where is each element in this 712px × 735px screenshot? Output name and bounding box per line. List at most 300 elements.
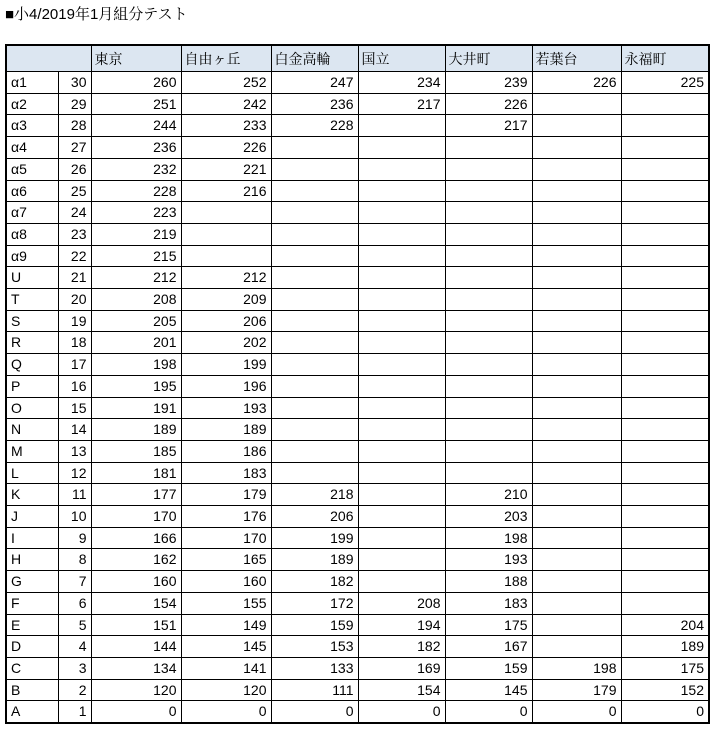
cell-score: 175 [621,657,709,679]
cell-class-label: T [6,289,58,311]
cell-score: 242 [181,93,271,115]
table-row [6,397,709,419]
cell-score [621,571,709,593]
cell-score [445,397,532,419]
cell-score [445,267,532,289]
cell-class-label: N [6,419,58,441]
cell-score [358,137,445,159]
cell-rank: 13 [58,440,91,462]
cell-score: 154 [358,679,445,701]
cell-score: 159 [445,657,532,679]
cell-rank: 29 [58,93,91,115]
cell-score [532,636,621,658]
header-kunitachi: 国立 [358,45,445,72]
cell-score: 239 [445,72,532,94]
cell-score: 210 [445,484,532,506]
cell-score [358,202,445,224]
cell-score: 141 [181,657,271,679]
cell-class-label: O [6,397,58,419]
cell-score: 215 [91,245,181,267]
cell-score: 217 [358,93,445,115]
cell-score: 182 [271,571,358,593]
cell-rank: 1 [58,701,91,723]
cell-rank: 10 [58,506,91,528]
cell-class-label: R [6,332,58,354]
cell-score: 0 [358,701,445,723]
cell-score: 202 [181,332,271,354]
cell-score [621,289,709,311]
table-row [6,440,709,462]
cell-score: 201 [91,332,181,354]
cell-score: 170 [91,506,181,528]
cell-score [271,267,358,289]
cell-rank: 28 [58,115,91,137]
cell-score: 154 [91,592,181,614]
cell-score [621,484,709,506]
cell-score [358,419,445,441]
cell-score [445,180,532,202]
cell-score [532,289,621,311]
cell-score: 155 [181,592,271,614]
cell-score [358,527,445,549]
cell-class-label: D [6,636,58,658]
cell-score [445,310,532,332]
cell-score: 196 [181,375,271,397]
cell-score: 234 [358,72,445,94]
cell-score [271,137,358,159]
cell-rank: 17 [58,354,91,376]
cell-score: 0 [181,701,271,723]
cell-score: 198 [445,527,532,549]
cell-score: 226 [445,93,532,115]
cell-score: 167 [445,636,532,658]
table-row [6,679,709,701]
table-row [6,245,709,267]
cell-score: 133 [271,657,358,679]
cell-class-label: α5 [6,158,58,180]
cell-score [445,375,532,397]
cell-score: 188 [445,571,532,593]
cell-score [358,549,445,571]
cell-rank: 20 [58,289,91,311]
cell-score [181,245,271,267]
cell-score: 181 [91,462,181,484]
cell-score [445,223,532,245]
cell-score [445,419,532,441]
cell-score: 159 [271,614,358,636]
cell-score: 182 [358,636,445,658]
cell-score [445,202,532,224]
cell-score [358,267,445,289]
cell-class-label: K [6,484,58,506]
table-row [6,332,709,354]
cell-rank: 5 [58,614,91,636]
cell-score [358,245,445,267]
cell-score: 189 [181,419,271,441]
cell-class-label: L [6,462,58,484]
cell-score: 260 [91,72,181,94]
cell-score: 195 [91,375,181,397]
table-row [6,267,709,289]
cell-score: 219 [91,223,181,245]
table-row [6,93,709,115]
cell-score [532,592,621,614]
cell-score [532,527,621,549]
cell-score [532,397,621,419]
cell-score [532,354,621,376]
cell-score: 216 [181,180,271,202]
cell-score [271,419,358,441]
cell-class-label: α7 [6,202,58,224]
table-row [6,549,709,571]
cell-score [271,354,358,376]
cell-score: 223 [91,202,181,224]
cell-score [532,115,621,137]
cell-class-label: J [6,506,58,528]
table-row [6,115,709,137]
cell-class-label: A [6,701,58,723]
cell-score [445,158,532,180]
cell-score: 193 [445,549,532,571]
cell-score: 252 [181,72,271,94]
cell-score: 226 [181,137,271,159]
cell-score: 111 [271,679,358,701]
cell-rank: 4 [58,636,91,658]
cell-score [271,375,358,397]
cell-rank: 2 [58,679,91,701]
cell-score [445,245,532,267]
cell-score: 232 [91,158,181,180]
cell-score [181,202,271,224]
cell-rank: 23 [58,223,91,245]
cell-score: 176 [181,506,271,528]
cell-score: 179 [181,484,271,506]
cell-score: 206 [271,506,358,528]
cell-class-label: F [6,592,58,614]
cell-rank: 16 [58,375,91,397]
cell-class-label: C [6,657,58,679]
score-table [5,44,710,724]
cell-score [445,289,532,311]
cell-score: 134 [91,657,181,679]
cell-score [621,158,709,180]
cell-score: 191 [91,397,181,419]
cell-score: 175 [445,614,532,636]
cell-score [532,267,621,289]
cell-score: 228 [271,115,358,137]
cell-score [621,549,709,571]
cell-score: 208 [358,592,445,614]
table-row [6,527,709,549]
cell-score [271,180,358,202]
cell-rank: 14 [58,419,91,441]
cell-score [271,158,358,180]
cell-rank: 25 [58,180,91,202]
cell-score [358,397,445,419]
cell-score [271,289,358,311]
table-row [6,137,709,159]
cell-score: 203 [445,506,532,528]
cell-score: 208 [91,289,181,311]
table-row [6,506,709,528]
cell-score [271,397,358,419]
cell-rank: 15 [58,397,91,419]
cell-score [621,202,709,224]
cell-class-label: P [6,375,58,397]
cell-class-label: B [6,679,58,701]
cell-score [621,592,709,614]
cell-score [358,506,445,528]
cell-score [532,506,621,528]
cell-score: 0 [445,701,532,723]
cell-rank: 6 [58,592,91,614]
cell-class-label: S [6,310,58,332]
cell-score [621,223,709,245]
cell-score [532,440,621,462]
cell-score: 151 [91,614,181,636]
cell-score [358,158,445,180]
cell-score: 153 [271,636,358,658]
cell-class-label: α3 [6,115,58,137]
cell-score: 251 [91,93,181,115]
cell-score [358,332,445,354]
cell-score: 179 [532,679,621,701]
cell-score: 144 [91,636,181,658]
cell-rank: 26 [58,158,91,180]
cell-score [445,354,532,376]
cell-score [532,549,621,571]
cell-class-label: U [6,267,58,289]
table-row [6,636,709,658]
cell-score: 189 [621,636,709,658]
header-blank-cell [6,45,91,72]
cell-score [621,115,709,137]
table-body [6,72,709,724]
cell-score [271,202,358,224]
cell-score [532,484,621,506]
cell-score: 160 [91,571,181,593]
cell-score: 198 [91,354,181,376]
cell-score [532,137,621,159]
cell-score [445,462,532,484]
cell-score: 169 [358,657,445,679]
table-row [6,614,709,636]
table-row [6,354,709,376]
cell-class-label: α9 [6,245,58,267]
cell-rank: 3 [58,657,91,679]
cell-score: 185 [91,440,181,462]
header-row [6,45,709,72]
cell-score: 221 [181,158,271,180]
cell-score: 212 [181,267,271,289]
cell-score [358,571,445,593]
cell-score: 193 [181,397,271,419]
table-row [6,701,709,723]
cell-score: 166 [91,527,181,549]
cell-score: 226 [532,72,621,94]
cell-score [358,223,445,245]
cell-score [532,419,621,441]
table-row [6,310,709,332]
cell-score: 217 [445,115,532,137]
cell-score [532,614,621,636]
cell-score [358,115,445,137]
cell-score [532,375,621,397]
cell-class-label: H [6,549,58,571]
table-row [6,72,709,94]
cell-score: 162 [91,549,181,571]
cell-class-label: M [6,440,58,462]
table-row [6,571,709,593]
cell-score: 228 [91,180,181,202]
table-row [6,592,709,614]
table-row [6,180,709,202]
cell-class-label: α2 [6,93,58,115]
cell-score: 145 [445,679,532,701]
cell-score [358,354,445,376]
cell-score [532,158,621,180]
page-title: ■小4/2019年1月組分テスト [5,6,188,23]
cell-score [621,332,709,354]
table-row [6,223,709,245]
cell-score: 0 [271,701,358,723]
cell-score: 206 [181,310,271,332]
cell-score: 149 [181,614,271,636]
cell-score [271,332,358,354]
header-jiyugaoka: 自由ヶ丘 [181,45,271,72]
cell-score [271,462,358,484]
table-row [6,289,709,311]
cell-score: 120 [181,679,271,701]
cell-score [532,310,621,332]
cell-score: 244 [91,115,181,137]
cell-score: 189 [271,549,358,571]
cell-score: 165 [181,549,271,571]
cell-score: 120 [91,679,181,701]
cell-rank: 21 [58,267,91,289]
cell-score: 236 [271,93,358,115]
cell-score: 152 [621,679,709,701]
cell-score: 194 [358,614,445,636]
cell-score: 247 [271,72,358,94]
cell-class-label: I [6,527,58,549]
cell-score: 172 [271,592,358,614]
cell-rank: 7 [58,571,91,593]
table-row [6,657,709,679]
cell-rank: 19 [58,310,91,332]
cell-score [358,310,445,332]
cell-class-label: α4 [6,137,58,159]
cell-rank: 22 [58,245,91,267]
cell-score [445,332,532,354]
cell-score [621,397,709,419]
cell-score: 0 [532,701,621,723]
header-oimachi: 大井町 [445,45,532,72]
cell-score: 145 [181,636,271,658]
cell-score [532,180,621,202]
cell-score: 183 [445,592,532,614]
cell-score [532,332,621,354]
table-row [6,419,709,441]
cell-score: 186 [181,440,271,462]
cell-score [271,245,358,267]
cell-rank: 9 [58,527,91,549]
cell-score: 233 [181,115,271,137]
cell-score [621,245,709,267]
cell-rank: 27 [58,137,91,159]
cell-score [621,440,709,462]
cell-score [181,223,271,245]
cell-score: 160 [181,571,271,593]
cell-score: 0 [91,701,181,723]
header-shirokane-takanawa: 白金高輪 [271,45,358,72]
cell-score [358,484,445,506]
cell-score: 183 [181,462,271,484]
cell-score: 209 [181,289,271,311]
cell-score [532,571,621,593]
table-row [6,158,709,180]
cell-score [621,354,709,376]
cell-score: 199 [271,527,358,549]
cell-score: 205 [91,310,181,332]
table-row [6,375,709,397]
cell-class-label: α6 [6,180,58,202]
cell-score [358,289,445,311]
cell-score [532,245,621,267]
table-row [6,202,709,224]
cell-score: 225 [621,72,709,94]
cell-score [532,93,621,115]
cell-score: 212 [91,267,181,289]
table-row [6,462,709,484]
cell-score: 0 [621,701,709,723]
cell-score [621,180,709,202]
cell-rank: 11 [58,484,91,506]
cell-score: 189 [91,419,181,441]
cell-rank: 12 [58,462,91,484]
cell-score [621,462,709,484]
cell-class-label: Q [6,354,58,376]
header-eifukucho: 永福町 [621,45,709,72]
cell-score [358,375,445,397]
cell-score [621,527,709,549]
cell-score: 236 [91,137,181,159]
cell-score [445,137,532,159]
cell-score [271,440,358,462]
cell-class-label: G [6,571,58,593]
header-tokyo: 東京 [91,45,181,72]
cell-score [621,310,709,332]
cell-score [271,223,358,245]
cell-score [358,462,445,484]
header-wakabadai: 若葉台 [532,45,621,72]
cell-class-label: E [6,614,58,636]
cell-score [621,93,709,115]
cell-score [445,440,532,462]
cell-score [532,462,621,484]
cell-score [532,223,621,245]
cell-score: 177 [91,484,181,506]
cell-score [621,375,709,397]
cell-score: 170 [181,527,271,549]
cell-score: 198 [532,657,621,679]
cell-score: 218 [271,484,358,506]
table-row [6,484,709,506]
cell-rank: 18 [58,332,91,354]
cell-score [621,506,709,528]
cell-score [532,202,621,224]
cell-score: 199 [181,354,271,376]
